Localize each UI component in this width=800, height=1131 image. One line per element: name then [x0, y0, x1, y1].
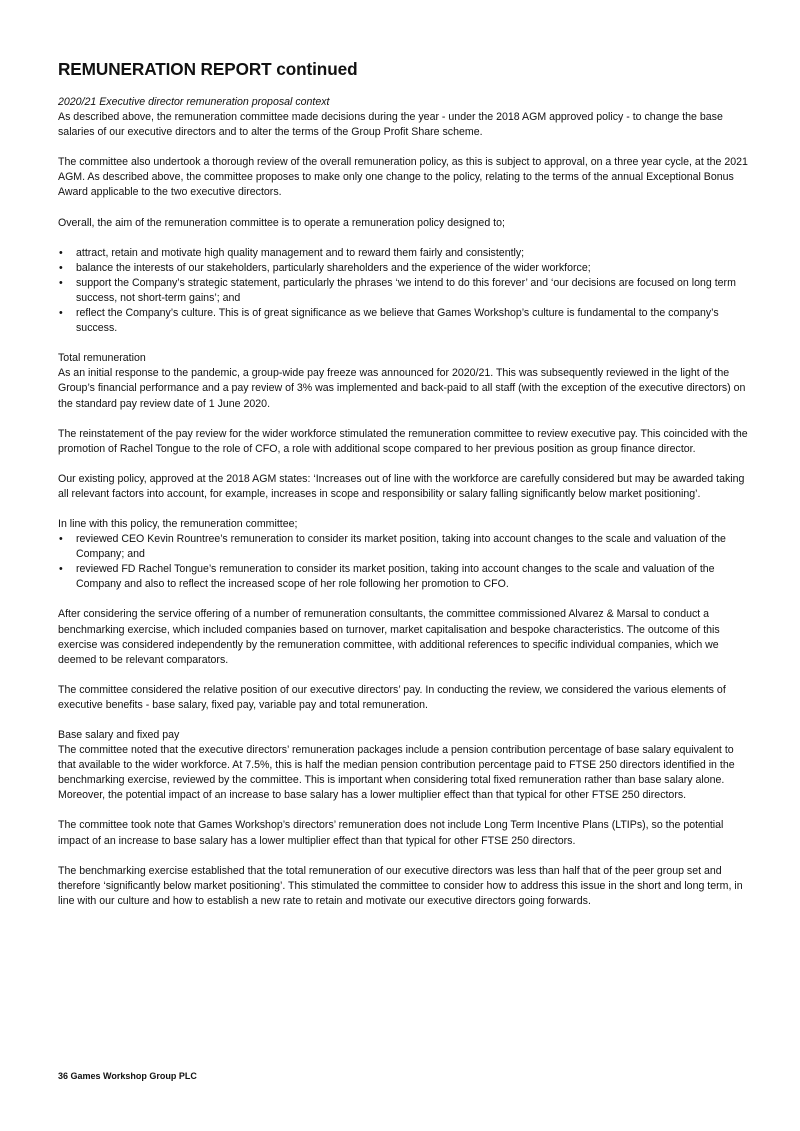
paragraph-line-with-policy: In line with this policy, the remuneration committee; [58, 517, 298, 530]
review-list [58, 532, 748, 592]
paragraph-ltips: The committee took note that Games Workshop’s directors’ remuneration does not include Long Term Incentive Plans (LTIPs), so the potential impact of an increase to base salary has a lower multiplier effect than that typical for other FTSE 250 directors. [58, 819, 724, 847]
list-item: • reviewed CEO Kevin Rountree’s remuneration to consider its market position, taking into account changes to the scale and valuation of the Company; and [58, 532, 748, 562]
paragraph-pension: The committee noted that the executive directors’ remuneration packages include a pension contribution percentage of base salary equivalent to that available to the wider workforce. At 7.5%, this is half the median pension contribution percentage paid to FTSE 250 directors identified in the benchmarking exercise, reviewed by the committee. This is important when considering total fixed remuneration rather than base salary alone. Moreover, the potential impact of an increase to base salary has a lower multiplier effect than that typical for other FTSE 250 directors. [58, 744, 735, 802]
paragraph-policy-decisions: As described above, the remuneration committee made decisions during the year - under the 2018 AGM approved policy - to change the base salaries of our executive directors and to alter the terms of the Group Profit Share scheme. [58, 111, 723, 139]
aims-list [58, 246, 748, 337]
total-remuneration-heading: Total remuneration [58, 352, 146, 365]
paragraph-policy-review: The committee also undertook a thorough review of the overall remuneration policy, as this is subject to approval, on a three year cycle, at the 2021 AGM. As described above, the committee proposes to make only one change to the policy, relating to the terms of the annual Exceptional Bonus Award applicable to the two executive directors. [58, 156, 748, 199]
paragraph-aim-intro: Overall, the aim of the remuneration committee is to operate a remuneration policy designed to; [58, 216, 505, 229]
paragraph-relative-position: The committee considered the relative position of our executive directors’ pay. In conducting the review, we considered the various elements of executive benefits - base salary, fixed pay, variable pay and total remuneration. [58, 683, 726, 711]
page-title: REMUNERATION REPORT continued [58, 59, 358, 79]
list-item: • reviewed FD Rachel Tongue’s remuneration to consider its market position, taking into account changes to the scale and valuation of the Company and also to reflect the increased scope of her role following her promotion to CFO. [58, 562, 748, 592]
list-item: • attract, retain and motivate high quality management and to reward them fairly and consistently; [58, 246, 748, 261]
context-heading: 2020/21 Executive director remuneration proposal context [58, 96, 330, 108]
page-footer: 36 Games Workshop Group PLC [58, 1071, 197, 1081]
page-content [58, 58, 748, 909]
paragraph-existing-policy: Our existing policy, approved at the 2018 AGM states: ‘Increases out of line with the workforce are carefully considered but may be awarded taking all relevant factors into account, for example, increases in scope and responsibility or salary falling significantly below market positioning’. [58, 472, 745, 500]
paragraph-benchmarking: After considering the service offering of a number of remuneration consultants, the committee commissioned Alvarez & Marsal to conduct a benchmarking exercise, which included companies based on turnover, market capitalisation and bespoke characteristics. The outcome of this exercise was considered independently by the remuneration committee, with additional references to specific individual companies, which we deemed to be relevant comparators. [58, 608, 720, 666]
base-salary-heading: Base salary and fixed pay [58, 729, 180, 741]
paragraph-benchmark-outcome: The benchmarking exercise established that the total remuneration of our executive directors was less than half that of the peer group set and therefore ‘significantly below market positioning’. This stimulated the committee to consider how to address this issue in the short and long term, in line with our culture and how to establish a new rate to retain and motivate our executive directors going forwards. [58, 864, 743, 907]
list-item: • reflect the Company’s culture. This is of great significance as we believe that Games Workshop’s culture is fundamental to the company’s success. [58, 306, 748, 336]
paragraph-pay-freeze: As an initial response to the pandemic, a group-wide pay freeze was announced for 2020/21. This was subsequently reviewed in the light of the Group’s financial performance and a pay review of 3% was implemented and back-paid to all staff (with the exception of the executive directors) on the standard pay review date of 1 June 2020. [58, 367, 746, 410]
paragraph-pay-reinstatement: The reinstatement of the pay review for the wider workforce stimulated the remuneration committee to review executive pay. This coincided with the promotion of Rachel Tongue to the role of CFO, a role with additional scope compared to her previous position as group finance director. [58, 427, 748, 455]
list-item: • support the Company’s strategic statement, particularly the phrases ‘we intend to do this forever’ and ‘our decisions are focused on long term success, not short-term gains’; and [58, 276, 748, 306]
list-item: • balance the interests of our stakeholders, particularly shareholders and the experience of the wider workforce; [58, 261, 748, 276]
